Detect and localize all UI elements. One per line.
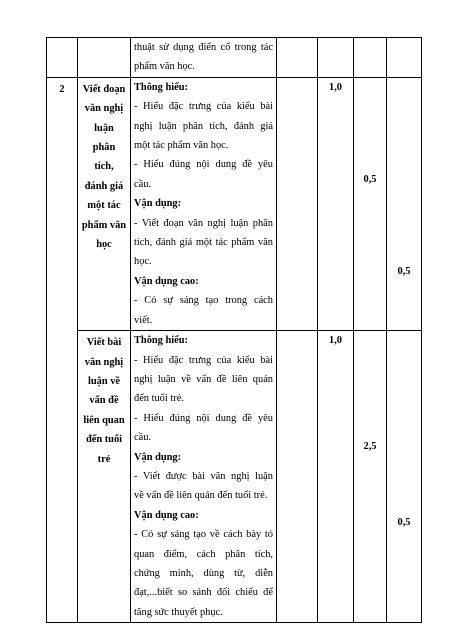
requirement-cell: [131, 77, 277, 330]
topic-cell: [78, 331, 131, 623]
requirement-line: về vấn đề liên quán đến tuổi trẻ.: [134, 490, 268, 502]
requirement-line: đạt,...biết so sánh đối chiếu để: [134, 587, 273, 599]
topic-line: luận: [94, 122, 114, 134]
table-row-essay-writing: [47, 331, 422, 623]
topic-line: đến tuổi: [85, 434, 123, 446]
requirement-line: tăng sức thuyết phục.: [134, 606, 223, 618]
requirement-line: thuật sử dụng điển cố trong tác: [134, 42, 273, 53]
topic-line: tích,: [94, 161, 114, 173]
topic-line: một tác: [87, 200, 121, 212]
topic-line: Viết bài: [86, 337, 122, 349]
requirement-line: chứng minh, dùng từ, diễn: [134, 567, 273, 579]
requirement-line: - Có sự sáng tạo trong cách: [134, 295, 273, 307]
topic-line: văn nghị: [84, 356, 124, 368]
topic-line: phẩm văn: [81, 219, 127, 231]
topic-line: phân: [92, 142, 116, 154]
topic-line: văn nghị: [84, 103, 124, 115]
score-cell-understanding: 1,0: [318, 331, 354, 623]
requirement-line: phẩm văn học.: [134, 61, 195, 73]
topic-line: liên quan: [83, 414, 125, 426]
level-heading: Vận dụng cao:: [134, 275, 199, 287]
requirement-line: - Có sự sáng tạo về cách bày tỏ: [134, 529, 273, 541]
level-heading: Vận dụng:: [134, 198, 182, 210]
table-row-continuation: [47, 38, 422, 78]
requirement-line: viết.: [134, 314, 153, 326]
topic-line: luận về: [87, 375, 121, 387]
requirement-line: - Hiểu đúng nội dung đề yêu: [134, 412, 273, 424]
topic-cell: [78, 77, 131, 330]
requirement-line: cầu.: [134, 178, 152, 190]
table-row-paragraph-writing: [47, 77, 422, 330]
requirement-line: quan điểm, cách phân tích,: [134, 548, 273, 560]
requirement-line: - Hiểu đặc trưng của kiểu bài: [134, 101, 273, 113]
topic-line: trẻ: [97, 453, 111, 465]
level-heading: Vận dụng cao:: [134, 509, 199, 521]
level-heading: Vận dụng:: [134, 451, 182, 463]
requirement-line: đến tuổi trẻ.: [134, 393, 184, 405]
row-number: 2: [47, 77, 78, 622]
score-cell-high-application: 0,5: [387, 77, 422, 330]
requirement-line: tích, đánh giá một tác phẩm văn: [134, 237, 273, 249]
score-cell-understanding: 1,0: [318, 77, 354, 330]
requirement-line: nghị luận về vấn đề liên quán: [134, 373, 273, 385]
level-heading: Thông hiểu:: [134, 81, 188, 93]
requirement-line: học.: [134, 256, 152, 268]
score-cell-application: 2,5: [354, 331, 387, 623]
requirement-line: một tác phẩm văn học.: [134, 140, 229, 152]
level-heading: Thông hiểu:: [134, 335, 188, 347]
requirement-line: nghị luận phân tích, đánh giá: [134, 120, 273, 132]
requirement-cell: [131, 38, 277, 78]
requirement-line: - Hiểu đặc trưng của kiểu bài: [134, 354, 273, 366]
score-cell-high-application: 0,5: [387, 331, 422, 623]
topic-line: học: [96, 239, 112, 251]
topic-line: đánh giá: [84, 180, 124, 192]
requirement-line: cầu.: [134, 432, 152, 444]
requirement-line: - Viết được bài văn nghị luận: [134, 470, 273, 482]
topic-line: vấn đề: [89, 395, 119, 407]
topic-line: Viết đoạn: [82, 83, 126, 95]
spec-table: [46, 37, 422, 623]
score-cell-application: 0,5: [354, 77, 387, 330]
requirement-line: - Viết đoạn văn nghị luận phân: [134, 217, 273, 229]
requirement-cell: [131, 331, 277, 623]
requirement-line: - Hiểu đúng nội dung đề yêu: [134, 159, 273, 171]
